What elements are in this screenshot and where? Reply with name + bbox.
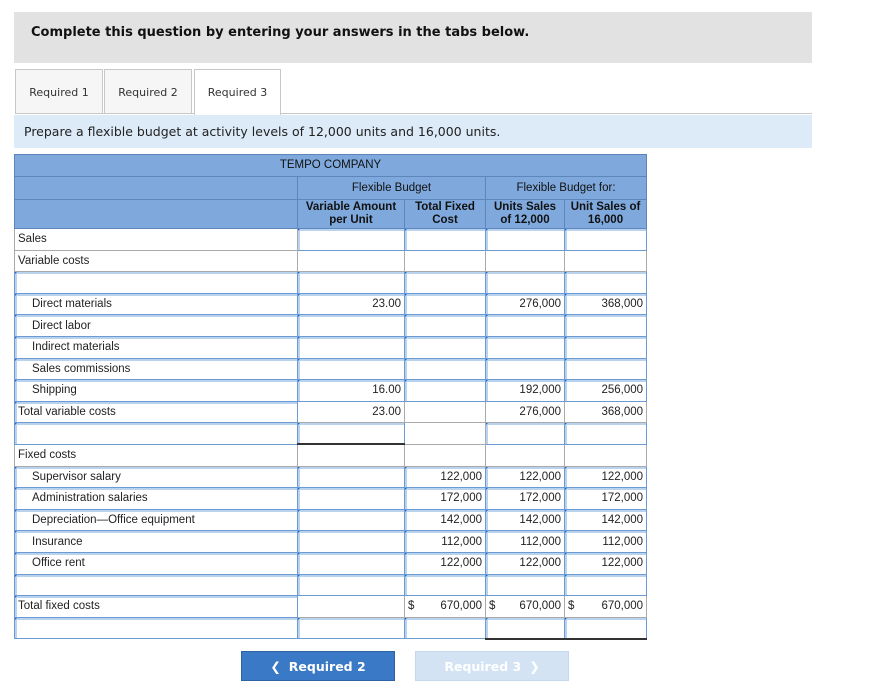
table-row [15, 380, 647, 402]
row-label-text: Total fixed costs [18, 600, 100, 613]
cell-value: 16.00 [372, 384, 401, 397]
units-16000-cell[interactable] [565, 272, 647, 294]
units-12000-cell[interactable] [486, 380, 565, 402]
units-16000-cell[interactable] [565, 380, 647, 402]
row-label[interactable] [15, 401, 298, 423]
cell-value: 192,000 [519, 384, 561, 397]
fixed-cost-cell[interactable] [405, 488, 486, 510]
currency-symbol: $ [568, 600, 575, 613]
next-button[interactable] [415, 651, 569, 681]
row-label [15, 229, 298, 251]
table-row [15, 401, 647, 423]
row-label[interactable] [15, 293, 298, 315]
fixed-cost-cell [405, 444, 486, 466]
variable-amount-cell[interactable] [298, 272, 405, 294]
variable-amount-cell[interactable] [298, 617, 405, 639]
currency-symbol: $ [489, 600, 496, 613]
units-12000-cell[interactable] [486, 315, 565, 337]
row-label[interactable] [15, 272, 298, 294]
fixed-cost-cell [405, 596, 486, 618]
variable-amount-cell[interactable] [298, 488, 405, 510]
units-12000-cell[interactable] [486, 574, 565, 596]
fixed-cost-cell[interactable] [405, 358, 486, 380]
cell-value: 670,000 [519, 600, 561, 613]
fixed-cost-cell[interactable] [405, 574, 486, 596]
cell-value: 122,000 [601, 557, 644, 570]
variable-amount-cell[interactable] [298, 358, 405, 380]
table-row [15, 617, 647, 639]
row-label-text: Administration salaries [32, 492, 148, 505]
table-row [15, 272, 647, 294]
row-label-text: Supervisor salary [32, 470, 121, 483]
header-flexible-budget: Flexible Budget [298, 177, 486, 200]
row-label[interactable] [15, 466, 298, 488]
fixed-cost-cell[interactable] [405, 531, 486, 553]
units-12000-cell [486, 250, 565, 272]
cell-value: 172,000 [601, 492, 644, 505]
tab-required-2[interactable]: Required 2 [104, 69, 192, 114]
units-16000-cell[interactable] [565, 293, 647, 315]
cell-value: 276,000 [519, 298, 561, 311]
row-label[interactable] [15, 531, 298, 553]
fixed-cost-cell[interactable] [405, 380, 486, 402]
row-label[interactable] [15, 552, 298, 574]
chevron-left-icon: ❮ [270, 658, 281, 674]
row-label[interactable] [15, 596, 298, 618]
row-label-text: Shipping [32, 384, 77, 397]
prev-button[interactable] [241, 651, 395, 681]
units-12000-cell[interactable] [486, 466, 565, 488]
variable-amount-cell[interactable] [298, 380, 405, 402]
cell-value: 23.00 [372, 298, 401, 311]
flexible-budget-table [14, 154, 647, 640]
units-16000-cell [565, 401, 647, 423]
tab-required-3[interactable]: Required 3 [194, 69, 281, 115]
row-label[interactable] [15, 336, 298, 358]
units-12000-cell [486, 401, 565, 423]
fixed-cost-cell[interactable] [405, 293, 486, 315]
units-16000-cell[interactable] [565, 531, 647, 553]
units-16000-cell[interactable] [565, 488, 647, 510]
fixed-cost-cell [405, 423, 486, 445]
row-label-text: Direct labor [32, 319, 91, 332]
table-row [15, 444, 647, 466]
col-total-fixed-cost: Total Fixed Cost [405, 200, 486, 229]
cell-value: 122,000 [440, 557, 482, 570]
fixed-cost-cell[interactable] [405, 229, 486, 251]
row-label-text: Fixed costs [18, 449, 77, 462]
table-row [15, 531, 647, 553]
units-12000-cell[interactable] [486, 272, 565, 294]
cell-value: 122,000 [440, 470, 482, 483]
variable-amount-cell[interactable] [298, 315, 405, 337]
currency-symbol: $ [408, 600, 415, 613]
cell-value: 112,000 [441, 535, 482, 548]
fixed-cost-cell[interactable] [405, 552, 486, 574]
row-label[interactable] [15, 574, 298, 596]
units-16000-cell[interactable] [565, 336, 647, 358]
units-16000-cell[interactable] [565, 509, 647, 531]
row-label[interactable] [15, 488, 298, 510]
row-label-text: Insurance [32, 535, 83, 548]
table-row [15, 293, 647, 315]
chevron-right-icon: ❯ [529, 658, 540, 674]
units-16000-cell[interactable] [565, 552, 647, 574]
tab-required-1[interactable]: Required 1 [15, 69, 103, 114]
row-label-text: Office rent [32, 557, 85, 570]
tab-divider [15, 113, 812, 114]
row-label[interactable] [15, 423, 298, 445]
units-16000-cell[interactable] [565, 229, 647, 251]
cell-value: 122,000 [519, 470, 561, 483]
fixed-cost-cell [405, 401, 486, 423]
table-row [15, 336, 647, 358]
table-row [15, 358, 647, 380]
units-12000-cell[interactable] [486, 229, 565, 251]
table-row [15, 509, 647, 531]
row-label[interactable] [15, 315, 298, 337]
company-name: TEMPO COMPANY [15, 155, 647, 177]
table-row [15, 466, 647, 488]
cell-value: 670,000 [601, 600, 644, 613]
row-label-text: Sales [18, 233, 47, 246]
units-12000-cell[interactable] [486, 552, 565, 574]
cell-value: 112,000 [520, 535, 561, 548]
units-16000-cell[interactable] [565, 617, 647, 639]
cell-value: 122,000 [601, 470, 644, 483]
units-16000-cell[interactable] [565, 574, 647, 596]
col-variable-amount: Variable Amount per Unit [298, 200, 405, 229]
fixed-cost-cell [405, 250, 486, 272]
col-units-12000: Units Sales of 12,000 [486, 200, 565, 229]
units-16000-cell [565, 250, 647, 272]
instruction-banner [14, 12, 812, 63]
table-row [15, 423, 647, 445]
cell-value: 256,000 [601, 384, 644, 397]
table-row [15, 574, 647, 596]
prev-button-label: Required 2 [288, 658, 366, 674]
cell-value: 172,000 [519, 492, 561, 505]
variable-amount-cell[interactable] [298, 293, 405, 315]
units-16000-cell[interactable] [565, 358, 647, 380]
row-label-text: Direct materials [32, 298, 112, 311]
units-12000-cell[interactable] [486, 531, 565, 553]
row-label[interactable] [15, 358, 298, 380]
units-16000-cell[interactable] [565, 315, 647, 337]
question-prompt [14, 115, 812, 148]
variable-amount-cell [298, 444, 405, 466]
row-label-text: Total variable costs [18, 406, 116, 419]
variable-amount-cell[interactable] [298, 229, 405, 251]
units-12000-cell[interactable] [486, 336, 565, 358]
row-label-text: Sales commissions [32, 362, 131, 375]
units-12000-cell[interactable] [486, 358, 565, 380]
fixed-cost-cell[interactable] [405, 315, 486, 337]
variable-amount-cell[interactable] [298, 336, 405, 358]
row-label [15, 444, 298, 466]
table-row [15, 229, 647, 251]
cell-value: 112,000 [602, 535, 644, 548]
fixed-cost-cell[interactable] [405, 336, 486, 358]
units-16000-cell [565, 596, 647, 618]
variable-amount-cell[interactable] [298, 552, 405, 574]
variable-amount-cell [298, 250, 405, 272]
fixed-cost-cell[interactable] [405, 466, 486, 488]
units-12000-cell[interactable] [486, 488, 565, 510]
cell-value: 122,000 [519, 557, 561, 570]
cell-value: 142,000 [519, 514, 561, 527]
row-label[interactable] [15, 380, 298, 402]
row-label-text: Depreciation—Office equipment [32, 514, 195, 527]
units-16000-cell [565, 444, 647, 466]
cell-value: 368,000 [601, 298, 644, 311]
row-label [15, 250, 298, 272]
next-button-label: Required 3 [444, 658, 522, 674]
header-flexible-budget-for: Flexible Budget for: [486, 177, 647, 200]
row-label[interactable] [15, 617, 298, 639]
col-units-16000: Unit Sales of 16,000 [565, 200, 647, 229]
fixed-cost-cell[interactable] [405, 617, 486, 639]
header-blank [15, 177, 298, 200]
fixed-cost-cell[interactable] [405, 509, 486, 531]
units-12000-cell [486, 596, 565, 618]
table-row [15, 315, 647, 337]
units-16000-cell[interactable] [565, 423, 647, 445]
table-row [15, 596, 647, 618]
variable-amount-cell[interactable] [298, 423, 405, 445]
variable-amount-cell[interactable] [298, 531, 405, 553]
instruction-text: Complete this question by entering your answers in the tabs below. [31, 25, 530, 40]
row-label[interactable] [15, 509, 298, 531]
header-label-blank [15, 200, 298, 229]
table-row [15, 552, 647, 574]
variable-amount-cell [298, 401, 405, 423]
variable-amount-cell[interactable] [298, 574, 405, 596]
units-12000-cell [486, 444, 565, 466]
cell-value: 23.00 [372, 406, 401, 419]
fixed-cost-cell[interactable] [405, 272, 486, 294]
variable-amount-cell [298, 596, 405, 618]
units-16000-cell[interactable] [565, 466, 647, 488]
row-label-text: Indirect materials [32, 341, 120, 354]
table-row [15, 488, 647, 510]
cell-value: 276,000 [519, 406, 561, 419]
units-12000-cell[interactable] [486, 423, 565, 445]
units-12000-cell[interactable] [486, 617, 565, 639]
row-label-text: Variable costs [18, 254, 90, 267]
cell-value: 368,000 [601, 406, 644, 419]
prompt-text: Prepare a flexible budget at activity levels of 12,000 units and 16,000 units. [24, 124, 501, 139]
cell-value: 142,000 [601, 514, 644, 527]
variable-amount-cell[interactable] [298, 466, 405, 488]
cell-value: 670,000 [440, 600, 482, 613]
variable-amount-cell[interactable] [298, 509, 405, 531]
cell-value: 142,000 [440, 514, 482, 527]
units-12000-cell[interactable] [486, 293, 565, 315]
units-12000-cell[interactable] [486, 509, 565, 531]
table-row [15, 250, 647, 272]
cell-value: 172,000 [440, 492, 482, 505]
